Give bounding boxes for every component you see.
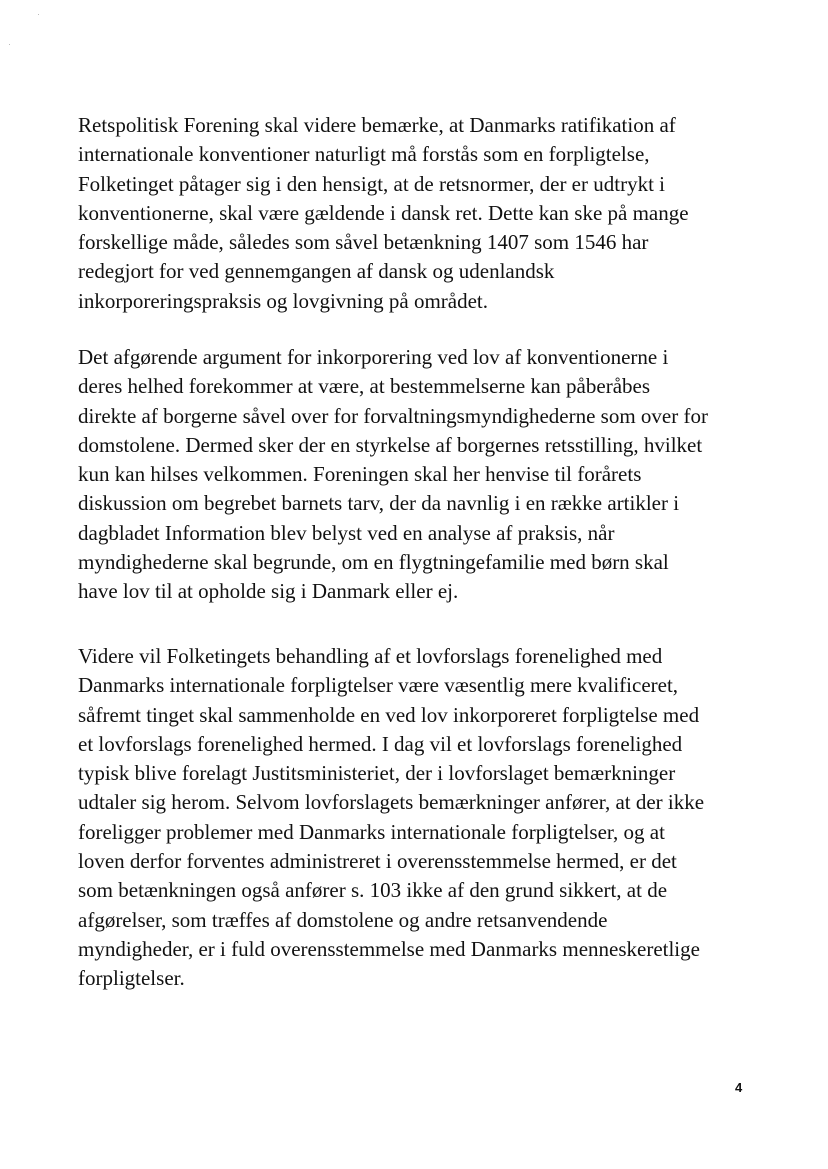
text-line: loven derfor forventes administreret i overensstemmelse hermed, er det: [78, 849, 677, 874]
text-line: forskellige måde, således som såvel betænkning 1407 som 1546 har: [78, 230, 649, 255]
text-line: Retspolitisk Forening skal videre bemærke, at Danmarks ratifikation af: [78, 113, 676, 137]
text-line: dagbladet Information blev belyst ved en analyse af praksis, når: [78, 520, 615, 545]
text-line: Danmarks internationale forpligtelser være væsentlig mere kvalificeret,: [78, 673, 679, 698]
scan-speck: [9, 44, 10, 45]
text-line: have lov til at opholde sig i Danmark eller ej.: [78, 579, 459, 604]
text-line: inkorporeringspraksis og lovgivning på området.: [78, 288, 489, 313]
text-line: som betænkningen også anfører s. 103 ikke af den grund sikkert, at de: [78, 878, 668, 903]
text-line: myndighederne skal begrunde, om en flygtningefamilie med børn skal: [78, 550, 669, 575]
text-line: internationale konventioner naturligt må forstås som en forpligtelse,: [78, 142, 650, 167]
text-line: typisk blive forelagt Justitsministeriet, der i lovforslaget bemærkninger: [78, 761, 676, 786]
text-line: forpligtelser.: [78, 966, 185, 991]
text-line: Videre vil Folketingets behandling af et lovforslags forenelighed med: [78, 644, 663, 668]
text-line: foreligger problemer med Danmarks internationale forpligtelser, og at: [78, 819, 665, 844]
text-line: afgørelser, som træffes af domstolene og andre retsanvendende: [78, 907, 608, 932]
paragraph-2: [78, 343, 768, 607]
text-line: direkte af borgerne såvel over for forvaltningsmyndighederne som over for: [78, 403, 708, 428]
text-line: deres helhed forekommer at være, at bestemmelserne kan påberåbes: [78, 374, 651, 399]
text-line: redegjort for ved gennemgangen af dansk og udenlandsk: [78, 259, 555, 284]
text-line: diskussion om begrebet barnets tarv, der da navnlig i en række artikler i: [78, 491, 680, 516]
text-line: kun kan hilses velkommen. Foreningen skal her henvise til forårets: [78, 462, 642, 487]
text-line: domstolene. Dermed sker der en styrkelse af borgernes retsstilling, hvilket: [78, 432, 703, 457]
text-line: myndigheder, er i fuld overensstemmelse med Danmarks menneskeretlige: [78, 936, 700, 961]
text-line: Folketinget påtager sig i den hensigt, at de retsnormer, der er udtrykt i: [78, 171, 665, 196]
paragraph-3: [78, 642, 768, 994]
text-line: Det afgørende argument for inkorporering ved lov af konventionerne i: [78, 345, 669, 369]
text-line: udtaler sig herom. Selvom lovforslagets bemærkninger anfører, at der ikke: [78, 790, 705, 815]
scan-speck: [38, 14, 39, 15]
page-number: 4: [735, 1080, 743, 1095]
text-line: konventionerne, skal være gældende i dansk ret. Dette kan ske på mange: [78, 200, 689, 225]
text-line: såfremt tinget skal sammenholde en ved lov inkorporeret forpligtelse med: [78, 702, 700, 727]
paragraph-1: [78, 111, 768, 316]
text-line: et lovforslags forenelighed hermed. I dag vil et lovforslags forenelighed: [78, 731, 683, 756]
